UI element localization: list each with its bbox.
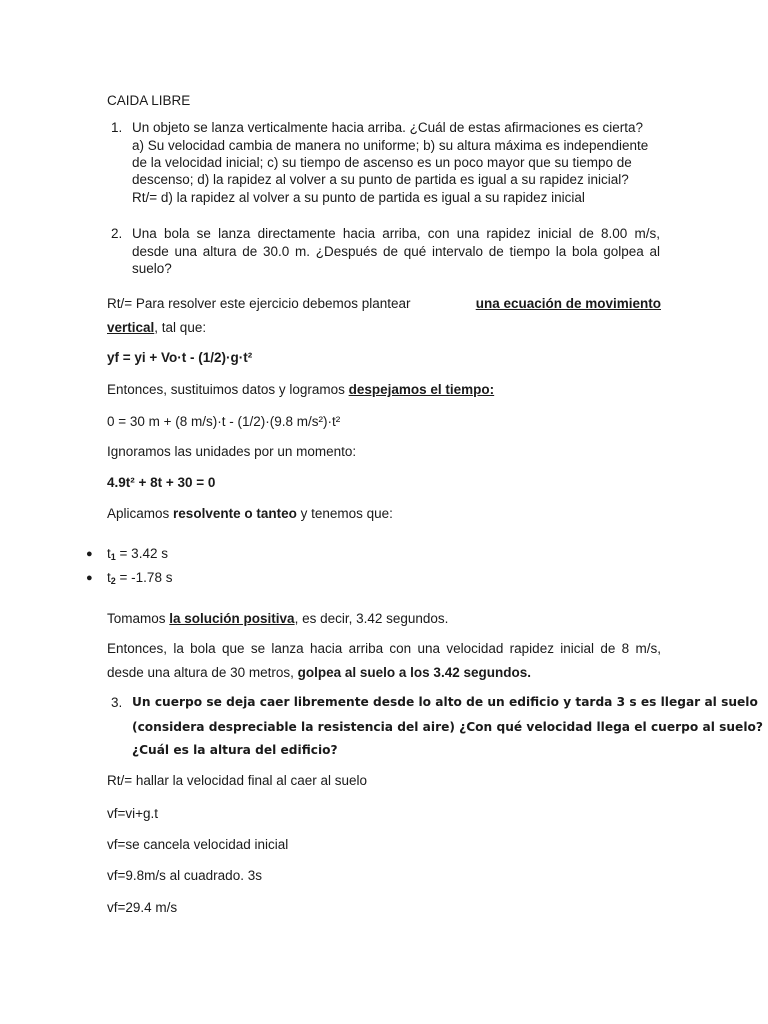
root-1-sub: 1 — [110, 552, 116, 562]
root-2-sub: 2 — [110, 576, 116, 586]
take-prefix: Tomamos — [107, 611, 166, 626]
apply-suffix: y tenemos que: — [300, 506, 393, 521]
root-2 — [107, 570, 172, 586]
formula-vertical-motion: yf = yi + Vo·t - (1/2)·g·t² — [107, 350, 253, 365]
solution-3-line-4: vf=9.8m/s al cuadrado. 3s — [107, 868, 262, 883]
substitution-line — [107, 382, 494, 397]
substitution-prefix: Entonces, sustituimos datos y logramos — [107, 382, 345, 397]
question-3-line-3: ¿Cuál es la altura del edificio? — [132, 743, 338, 757]
bullet-icon: ● — [86, 572, 93, 584]
conclusion-line-1: Entonces, la bola que se lanza hacia arriba con una velocidad rapidez inicial de 8 m/s, — [107, 641, 661, 656]
question-2-line-2: desde una altura de 30.0 m. ¿Después de qué intervalo de tiempo la bola golpea al — [132, 244, 660, 259]
apply-prefix: Aplicamos — [107, 506, 170, 521]
question-3-number: 3. — [111, 695, 123, 710]
apply-line — [107, 506, 393, 521]
ignore-units-text: Ignoramos las unidades por un momento: — [107, 444, 357, 459]
solution-2-intro-line-1 — [107, 296, 661, 311]
question-2-number: 2. — [111, 226, 123, 241]
solution-2-intro-line-2 — [107, 320, 206, 335]
solution-3-line-1: Rt/= hallar la velocidad final al caer al suelo — [107, 773, 368, 788]
conclusion-prefix: desde una altura de 30 metros, — [107, 665, 294, 680]
conclusion-line-2 — [107, 665, 531, 680]
root-1-var: t — [107, 546, 111, 561]
root-2-var: t — [107, 570, 111, 585]
question-3-line-2: (considera despreciable la resistencia del aire) ¿Con qué velocidad llega el cuerpo al suelo? — [132, 720, 763, 734]
solution-2-intro-prefix: Rt/= Para resolver este ejercicio debemos plantear — [107, 296, 411, 311]
document-title: CAIDA LIBRE — [107, 93, 191, 108]
take-positive-line — [107, 611, 448, 626]
conclusion-bold: golpea al suelo a los 3.42 segundos. — [297, 665, 531, 680]
question-1-line-3: de la velocidad inicial; c) su tiempo de ascenso es un poco mayor que su tiempo de — [132, 155, 632, 170]
solution-3-line-5: vf=29.4 m/s — [107, 900, 178, 915]
question-2-line-3: suelo? — [132, 261, 172, 276]
take-bold: la solución positiva — [169, 611, 295, 626]
substitution-bold: despejamos el tiempo: — [348, 382, 495, 397]
apply-bold: resolvente o tanteo — [173, 506, 297, 521]
question-1-answer: Rt/= d) la rapidez al volver a su punto de partida es igual a su rapidez inicial — [132, 190, 585, 205]
take-suffix: , es decir, 3.42 segundos. — [294, 611, 449, 626]
solution-3-line-3: vf=se cancela velocidad inicial — [107, 837, 289, 852]
solution-2-intro-suffix: , tal que: — [154, 320, 207, 335]
question-1-line-2: a) Su velocidad cambia de manera no uniforme; b) su altura máxima es independiente — [132, 138, 649, 153]
bullet-icon: ● — [86, 548, 93, 560]
root-1 — [107, 546, 168, 562]
solution-2-intro-bold-2: vertical — [107, 320, 155, 335]
question-3-line-1: Un cuerpo se deja caer libremente desde lo alto de un edificio y tarda 3 s es llegar al suelo — [132, 695, 758, 709]
question-1-line-1: Un objeto se lanza verticalmente hacia arriba. ¿Cuál de estas afirmaciones es cierta? — [132, 120, 644, 135]
root-2-value: = -1.78 s — [119, 570, 173, 585]
question-2-line-1: Una bola se lanza directamente hacia arriba, con una rapidez inicial de 8.00 m/s, — [132, 226, 660, 241]
solution-2-intro-bold-1: una ecuación de movimiento — [475, 296, 661, 311]
quadratic-equation: 4.9t² + 8t + 30 = 0 — [107, 475, 216, 490]
substituted-equation: 0 = 30 m + (8 m/s)·t - (1/2)·(9.8 m/s²)·t² — [107, 414, 341, 429]
question-1-number: 1. — [111, 120, 123, 135]
question-1-line-4: descenso; d) la rapidez al volver a su punto de partida es igual a su rapidez inicial? — [132, 172, 629, 187]
root-1-value: = 3.42 s — [119, 546, 168, 561]
solution-3-line-2: vf=vi+g.t — [107, 806, 159, 821]
